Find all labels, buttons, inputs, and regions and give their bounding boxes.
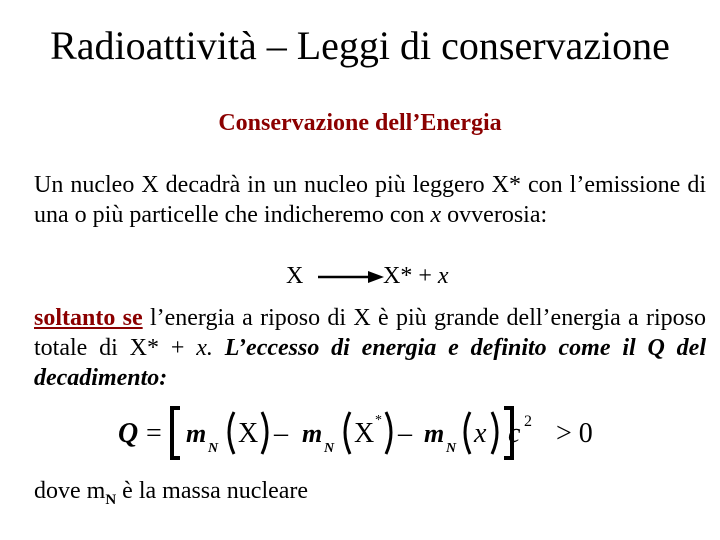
formula-star: * bbox=[375, 413, 382, 428]
reaction-arrow-icon bbox=[318, 269, 384, 285]
formula-x-small: x bbox=[474, 418, 487, 449]
condition-x-variable: x. bbox=[196, 335, 213, 361]
formula-m2: m bbox=[302, 419, 323, 448]
footer-prefix: dove m bbox=[34, 478, 106, 504]
formula-left-bracket bbox=[172, 408, 180, 458]
formula-c: c bbox=[508, 418, 521, 449]
formula-paren-open-3 bbox=[465, 412, 470, 454]
formula-x2: X bbox=[354, 418, 375, 449]
formula-paren-close-2 bbox=[386, 412, 391, 454]
reaction-rhs bbox=[383, 263, 449, 290]
formula-equals: = bbox=[146, 418, 162, 449]
intro-text: Un nucleo X decadrà in un nucleo più leggero X* con l’emissione di una o più particelle che indicheremo con bbox=[34, 172, 706, 228]
formula-gt-zero: > 0 bbox=[556, 418, 593, 449]
intro-tail: ovverosia: bbox=[441, 202, 548, 228]
formula-q: Q bbox=[118, 418, 139, 449]
reaction-rhs-text: X* + bbox=[383, 263, 438, 289]
slide-subtitle: Conservazione dell’Energia bbox=[218, 110, 502, 136]
formula-minus-1: – bbox=[274, 418, 288, 449]
footer-subscript: N bbox=[105, 491, 117, 508]
reaction-lhs: X bbox=[286, 263, 304, 289]
formula-n3: N bbox=[446, 441, 457, 456]
condition-emphasis: soltanto se bbox=[34, 305, 143, 331]
formula-paren-close-3 bbox=[492, 412, 497, 454]
condition-text: l’energia a riposo di X è più grande dell’energia a riposo totale di X* + bbox=[34, 305, 706, 361]
intro-paragraph bbox=[34, 170, 706, 230]
reaction-rhs-variable: x bbox=[437, 263, 449, 289]
q-value-formula bbox=[110, 400, 610, 464]
formula-paren-open-1 bbox=[229, 412, 234, 454]
footer-note bbox=[34, 478, 308, 509]
slide-title: Radioattività – Leggi di conservazione bbox=[50, 23, 670, 68]
formula-n1: N bbox=[208, 441, 219, 456]
condition-paragraph bbox=[34, 303, 706, 393]
intro-x-variable: x bbox=[430, 202, 442, 228]
formula-n2: N bbox=[324, 441, 335, 456]
formula-square: 2 bbox=[524, 413, 532, 430]
decay-reaction bbox=[0, 263, 720, 295]
formula-x1: X bbox=[238, 418, 259, 449]
condition-italic-text: L’eccesso di energia e definito come il Q del decadimento: bbox=[34, 335, 707, 391]
formula-m3: m bbox=[424, 419, 445, 448]
footer-suffix: è la massa nucleare bbox=[116, 478, 309, 504]
formula-paren-open-2 bbox=[345, 412, 350, 454]
formula-minus-2: – bbox=[398, 418, 412, 449]
formula-m1: m bbox=[186, 419, 207, 448]
formula-paren-close-1 bbox=[262, 412, 267, 454]
